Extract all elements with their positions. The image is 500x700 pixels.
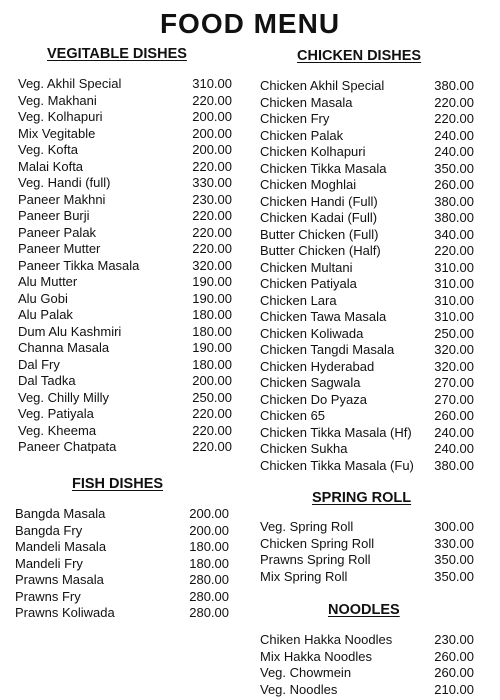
menu-item-name: Mandeli Masala: [15, 539, 107, 554]
menu-item: [260, 519, 474, 536]
menu-item: [260, 649, 474, 666]
menu-item: [18, 109, 232, 126]
menu-title: FOOD MENU: [159, 8, 341, 39]
menu-item-price: 190.00: [192, 274, 232, 289]
menu-item-price: 220.00: [192, 439, 232, 454]
menu-item-price: 220.00: [192, 208, 232, 223]
menu-item-price: 250.00: [192, 389, 232, 405]
menu-item: [260, 243, 474, 260]
menu-item-price: 210.00: [434, 681, 474, 697]
menu-item: [260, 682, 474, 699]
menu-item: [18, 307, 232, 324]
menu-item-name: Chicken Tikka Masala (Fu): [260, 457, 414, 473]
menu-item: [260, 665, 474, 682]
menu-item-price: 330.00: [192, 175, 232, 190]
menu-item-name: Chicken Hyderabad: [260, 358, 375, 374]
fish-list: [15, 506, 229, 622]
veg-heading: VEGITABLE DISHES: [47, 46, 187, 62]
menu-item: [18, 159, 232, 176]
menu-item: [260, 177, 474, 194]
menu-item: [15, 556, 229, 573]
menu-item-price: 320.00: [192, 257, 232, 273]
menu-item: [260, 425, 474, 442]
menu-item-price: 220.00: [192, 92, 232, 108]
menu-item-price: 220.00: [192, 241, 232, 256]
menu-item-price: 270.00: [434, 375, 474, 390]
menu-item: [18, 192, 232, 209]
menu-item-name: Paneer Mutter: [18, 241, 101, 256]
menu-item: [18, 373, 232, 390]
menu-item-name: Chicken Akhil Special: [260, 78, 385, 93]
menu-item: [18, 324, 232, 341]
menu-item-name: Alu Gobi: [18, 290, 68, 306]
noodles-heading: NOODLES: [328, 602, 400, 618]
menu-item: [260, 111, 474, 128]
menu-item-price: 260.00: [434, 177, 474, 192]
menu-item: [18, 208, 232, 225]
menu-item: [260, 359, 474, 376]
menu-item: [260, 227, 474, 244]
menu-item: [18, 291, 232, 308]
menu-item-price: 240.00: [434, 441, 474, 456]
menu-item-price: 180.00: [192, 323, 232, 339]
menu-item: [18, 340, 232, 357]
menu-item-name: Paneer Palak: [18, 224, 97, 240]
menu-item: [15, 523, 229, 540]
menu-item: [15, 539, 229, 556]
menu-item-price: 240.00: [434, 127, 474, 143]
menu-item-price: 180.00: [189, 555, 229, 571]
menu-item-name: Chicken 65: [260, 408, 326, 423]
menu-item: [18, 390, 232, 407]
menu-item-price: 320.00: [434, 358, 474, 374]
menu-item-price: 320.00: [434, 342, 474, 357]
menu-item-name: Veg. Akhil Special: [18, 76, 122, 91]
menu-item-name: Prawns Masala: [15, 572, 104, 587]
menu-item-name: Chicken Multani: [260, 259, 353, 275]
menu-item-price: 340.00: [434, 226, 474, 242]
menu-item-price: 260.00: [434, 648, 474, 664]
menu-item-price: 280.00: [189, 605, 229, 620]
menu-item-name: Prawns Spring Roll: [260, 552, 371, 567]
menu-item: [18, 175, 232, 192]
menu-item-name: Alu Palak: [18, 307, 73, 322]
menu-item: [260, 342, 474, 359]
menu-item-name: Paneer Tikka Masala: [18, 257, 140, 273]
menu-item: [260, 326, 474, 343]
menu-item-name: Channa Masala: [18, 340, 110, 355]
menu-item: [260, 552, 474, 569]
menu-item: [18, 241, 232, 258]
menu-item-price: 270.00: [434, 391, 474, 407]
spring-heading: SPRING ROLL: [312, 490, 412, 506]
menu-item-name: Chicken Tikka Masala: [260, 160, 387, 176]
menu-item-name: Bangda Masala: [15, 506, 106, 521]
menu-item: [260, 194, 474, 211]
menu-item: [18, 357, 232, 374]
menu-item-price: 180.00: [192, 307, 232, 322]
chicken-list: [260, 78, 474, 474]
menu-item-name: Chicken Handi (Full): [260, 193, 378, 209]
menu-item-name: Veg. Handi (full): [18, 175, 111, 190]
menu-item-name: Dal Fry: [18, 356, 60, 372]
menu-item: [260, 309, 474, 326]
menu-item: [260, 392, 474, 409]
menu-item-price: 200.00: [192, 125, 232, 141]
menu-item-name: Veg. Noodles: [260, 681, 338, 697]
menu-item-name: Dum Alu Kashmiri: [18, 323, 122, 339]
menu-item: [260, 632, 474, 649]
menu-item-price: 280.00: [189, 588, 229, 604]
menu-item-price: 220.00: [192, 224, 232, 240]
menu-item-price: 380.00: [434, 193, 474, 209]
menu-item-price: 200.00: [192, 109, 232, 124]
menu-item-name: Chicken Tangdi Masala: [260, 342, 395, 357]
menu-item-name: Dal Tadka: [18, 373, 76, 388]
menu-item-name: Chicken Sukha: [260, 441, 348, 456]
menu-item-price: 310.00: [434, 292, 474, 308]
menu-item-price: 220.00: [434, 111, 474, 126]
menu-item-price: 310.00: [434, 259, 474, 275]
menu-item-name: Chiken Hakka Noodles: [260, 632, 393, 647]
menu-item-price: 230.00: [192, 191, 232, 207]
menu-item-price: 240.00: [434, 144, 474, 159]
menu-item-name: Mix Spring Roll: [260, 568, 348, 584]
menu-item-name: Prawns Fry: [15, 588, 81, 604]
menu-item-price: 350.00: [434, 552, 474, 567]
menu-item-name: Mandeli Fry: [15, 555, 83, 571]
menu-item-price: 330.00: [434, 535, 474, 551]
menu-item-name: Chicken Fry: [260, 111, 330, 126]
menu-item-name: Chicken Masala: [260, 94, 353, 110]
menu-item: [260, 375, 474, 392]
menu-item: [18, 142, 232, 159]
menu-item-name: Veg. Chowmein: [260, 665, 352, 680]
menu-item-name: Butter Chicken (Half): [260, 243, 381, 258]
menu-item: [18, 93, 232, 110]
menu-item: [260, 144, 474, 161]
menu-item-name: Chicken Sagwala: [260, 375, 361, 390]
menu-item-price: 220.00: [192, 406, 232, 421]
menu-item-name: Veg. Chilly Milly: [18, 389, 110, 405]
menu-item: [15, 589, 229, 606]
menu-item: [260, 210, 474, 227]
menu-item-price: 310.00: [434, 276, 474, 291]
menu-item-price: 380.00: [434, 457, 474, 473]
menu-item: [260, 408, 474, 425]
menu-item: [15, 572, 229, 589]
menu-item-price: 310.00: [434, 309, 474, 324]
menu-item-name: Butter Chicken (Full): [260, 226, 379, 242]
menu-item-name: Veg. Kheema: [18, 422, 97, 438]
menu-item-price: 200.00: [192, 373, 232, 388]
menu-item-name: Chicken Palak: [260, 127, 344, 143]
menu-item-price: 280.00: [189, 572, 229, 587]
fish-heading: FISH DISHES: [72, 476, 164, 492]
menu-item: [260, 95, 474, 112]
menu-item-price: 200.00: [192, 142, 232, 157]
menu-item: [15, 506, 229, 523]
menu-item: [18, 406, 232, 423]
menu-item: [260, 161, 474, 178]
menu-item-name: Paneer Makhni: [18, 191, 106, 207]
menu-item-price: 220.00: [192, 422, 232, 438]
menu-item-price: 200.00: [189, 522, 229, 538]
menu-item-price: 180.00: [192, 356, 232, 372]
menu-item-name: Paneer Burji: [18, 208, 90, 223]
menu-item-price: 350.00: [434, 568, 474, 584]
menu-item: [260, 458, 474, 475]
menu-item: [18, 225, 232, 242]
menu-item: [260, 276, 474, 293]
menu-item: [260, 78, 474, 95]
menu-item-name: Mix Vegitable: [18, 125, 96, 141]
menu-item: [260, 260, 474, 277]
menu-item: [260, 569, 474, 586]
menu-item-price: 220.00: [434, 243, 474, 258]
menu-item-name: Bangda Fry: [15, 522, 83, 538]
menu-item-price: 220.00: [434, 94, 474, 110]
menu-item-price: 180.00: [189, 539, 229, 554]
menu-item-price: 350.00: [434, 160, 474, 176]
menu-item-name: Prawns Koliwada: [15, 605, 115, 620]
menu-item-name: Chicken Patiyala: [260, 276, 357, 291]
menu-item-name: Chicken Spring Roll: [260, 535, 375, 551]
menu-item-name: Chicken Kolhapuri: [260, 144, 366, 159]
menu-item-name: Veg. Kofta: [18, 142, 78, 157]
menu-item-price: 240.00: [434, 424, 474, 440]
menu-item-price: 260.00: [434, 665, 474, 680]
menu-item: [260, 128, 474, 145]
menu-item-price: 380.00: [434, 78, 474, 93]
menu-item-name: Veg. Patiyala: [18, 406, 94, 421]
menu-item-name: Veg. Kolhapuri: [18, 109, 103, 124]
menu-item: [18, 439, 232, 456]
spring-list: [260, 519, 474, 585]
menu-item-name: Chicken Tikka Masala (Hf): [260, 424, 412, 440]
menu-item-price: 250.00: [434, 325, 474, 341]
menu-item: [260, 536, 474, 553]
menu-item: [18, 126, 232, 143]
menu-item: [18, 76, 232, 93]
menu-item-name: Chicken Koliwada: [260, 325, 364, 341]
menu-item-name: Alu Mutter: [18, 274, 78, 289]
menu-item-price: 220.00: [192, 158, 232, 174]
menu-item-name: Chicken Do Pyaza: [260, 391, 367, 407]
menu-item-name: Chicken Tawa Masala: [260, 309, 387, 324]
menu-item: [18, 423, 232, 440]
menu-item-price: 200.00: [189, 506, 229, 521]
menu-item: [15, 605, 229, 622]
menu-item-name: Chicken Lara: [260, 292, 337, 308]
menu-item-price: 380.00: [434, 210, 474, 225]
menu-item-name: Veg. Spring Roll: [260, 519, 354, 534]
menu-item: [18, 274, 232, 291]
menu-item-name: Chicken Kadai (Full): [260, 210, 378, 225]
chicken-heading: CHICKEN DISHES: [297, 48, 422, 64]
menu-item-price: 300.00: [434, 519, 474, 534]
menu-item-price: 230.00: [434, 632, 474, 647]
veg-list: [18, 76, 232, 456]
noodles-list: [260, 632, 474, 698]
menu-item: [18, 258, 232, 275]
menu-item-price: 310.00: [192, 76, 232, 91]
menu-item-name: Mix Hakka Noodles: [260, 648, 372, 664]
menu-item-name: Veg. Makhani: [18, 92, 97, 108]
menu-item-name: Chicken Moghlai: [260, 177, 357, 192]
menu-item-price: 260.00: [434, 408, 474, 423]
menu-item-price: 190.00: [192, 340, 232, 355]
menu-item-name: Paneer Chatpata: [18, 439, 117, 454]
menu-item: [260, 293, 474, 310]
menu-item-price: 190.00: [192, 290, 232, 306]
menu-item-name: Malai Kofta: [18, 158, 84, 174]
menu-item: [260, 441, 474, 458]
